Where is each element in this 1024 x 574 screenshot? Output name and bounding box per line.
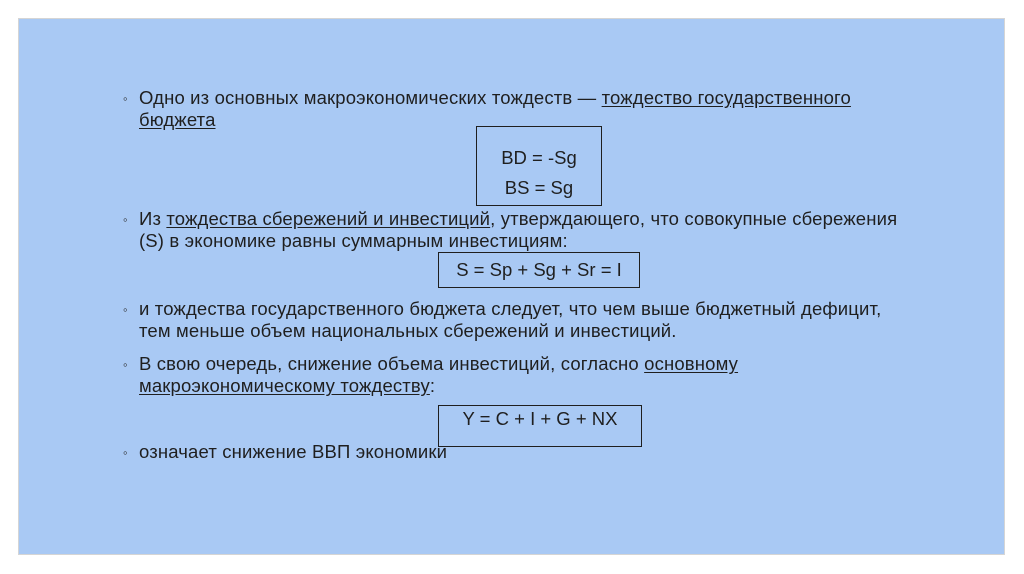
item-text: означает снижение ВВП экономики xyxy=(139,441,448,462)
list-item-investment xyxy=(123,353,899,397)
formula-box-savings xyxy=(438,252,640,288)
list-item-budget-identity xyxy=(123,87,899,131)
slide xyxy=(18,18,1005,555)
item-text: Одно из основных макроэкономических тождеств — xyxy=(139,87,602,108)
formula-gdp: Y = C + I + G + NX xyxy=(462,408,618,429)
bullet-icon: ◦ xyxy=(123,445,128,460)
item-text: и тождества государственного бюджета следует, что чем выше бюджетный дефицит, тем меньше объем национальных сбережений и инвестиций. xyxy=(139,298,882,341)
list-item-deficit xyxy=(123,298,899,342)
item-text: В свою очередь, снижение объема инвестиций, согласно xyxy=(139,353,645,374)
item-text: , утверждающего, что совокупные сбережения (S) в экономике равны суммарным инвестициям: xyxy=(139,208,898,251)
formula-bs: BS = Sg xyxy=(504,177,574,198)
savings-identity-link[interactable]: тождества сбережений и инвестиций xyxy=(166,208,491,229)
bullet-icon: ◦ xyxy=(123,357,128,372)
formula-savings: S = Sp + Sg + Sr = I xyxy=(456,259,622,280)
item-text: : xyxy=(429,375,436,396)
list-item-savings-identity xyxy=(123,208,899,252)
list-item-gdp-decline xyxy=(123,441,899,463)
bullet-icon: ◦ xyxy=(123,212,128,227)
main-identity-link[interactable]: основному макроэкономическому тождеству xyxy=(139,353,739,396)
bullet-icon: ◦ xyxy=(123,302,128,317)
bullet-icon: ◦ xyxy=(123,91,128,106)
formula-bd: BD = -Sg xyxy=(501,147,577,168)
budget-identity-link[interactable]: тождество государственного бюджета xyxy=(139,87,851,130)
formula-box-budget xyxy=(476,126,602,206)
item-text: Из xyxy=(139,208,167,229)
